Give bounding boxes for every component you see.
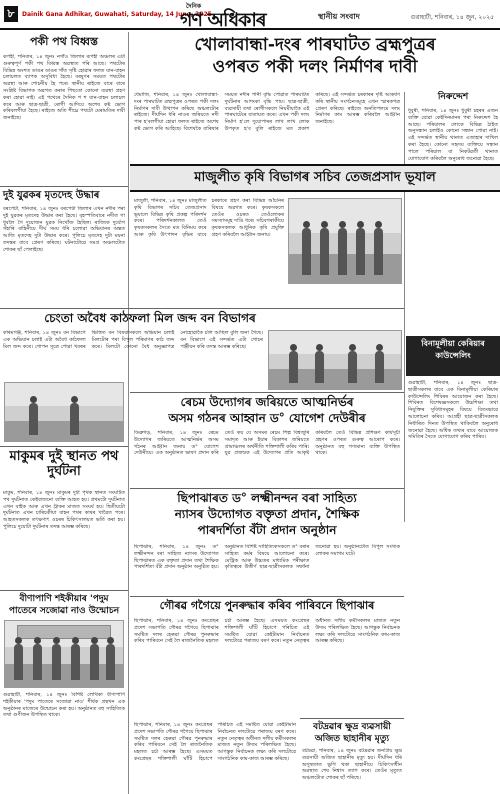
career-counselling-headline: বিনামূলীয়া কেৰিয়াৰ কাউন্সেলিং <box>406 336 500 376</box>
dateline: Dainik Gana Adhikar, Guwahati, Saturday, 14 June, 2025 <box>22 11 212 18</box>
missing-person-body: ধুবুৰী, শনিবাৰ, ১৪ জুনঃ ধুবুৰী চহৰৰ এজন ব্যক্তি যোৱা কেইদিনমানৰ পৰা নিৰুদ্দেশ হৈ আছে। পৰিয়ালৰ লোকে বিভিন্ন ঠাইত অনুসন্ধান চলাইও কোনো সন্ধান পোৱা নাই। এই সন্দৰ্ভত স্থানীয় থানাত এজাহাৰ দাখিল কৰা হৈছে। কোনো সহৃদয় ব্যক্তিয়ে সন্ধান পালে পৰিয়াল বা নিকটৱৰ্তী থানাত যোগাযোগ কৰিবলৈ অনুৰোধ জনোৱা হৈছে। <box>408 108 498 162</box>
column-rule <box>128 490 129 794</box>
logo-prefix: দৈনিক <box>186 3 202 10</box>
column-rule <box>404 92 405 522</box>
agriculture-photo <box>288 198 402 284</box>
career-counselling-body: গুৱাহাটী, শনিবাৰ, ১৪ জুনঃ ছাত্ৰ-ছাত্ৰীসকলৰ বাবে এক বিনামূলীয়া কেৰিয়াৰ কাউন্সেলিং শিবিৰৰ আয়োজন কৰা হৈছে। শিবিৰত বিশেষজ্ঞসকলে উচ্চশিক্ষা তথা নিযুক্তিৰ সুবিধাসমূহৰ বিষয়ে বিতংভাৱে আলোচনা কৰিব। আগ্ৰহী ছাত্ৰ-ছাত্ৰীসকলক নিৰ্ধাৰিত দিনত উপস্থিত থাকিবলৈ অনুৰোধ জনোৱা হৈছে। অধিক তথ্যৰ বাবে আয়োজক সমিতিৰ সৈতে যোগাযোগ কৰিব পাৰিব। <box>408 380 498 441</box>
youths-rescue-headline: দুই যুৱকৰ মৃতদেহ উদ্ধাৰ <box>3 190 100 201</box>
trader-headline-line2: অজিত ছাহানীৰ মৃত্যু <box>314 734 390 744</box>
missing-person-headline: নিৰুদ্দেশ <box>437 92 469 102</box>
masthead <box>0 0 500 30</box>
section-label: স্থানীয় সংবাদ <box>318 12 360 21</box>
road-damage-headline: পকী পথ বিধ্বস্ত <box>30 35 98 48</box>
newspaper-logo <box>180 1 330 31</box>
divider <box>0 186 128 187</box>
column-rule <box>128 32 129 490</box>
forest-headline: চেংতা অবৈধ কাঠফলা মিল জব্দ বন বিভাগৰ <box>44 311 256 325</box>
book-body: গুৱাহাটী, শনিবাৰ, ১৪ জুনঃ বিশিষ্ট লেখিকা বীণাপাণি শইকীয়াৰ 'পদুম পাতেৰে সজোৱা নাও' শীৰ্ষক গ্ৰন্থখন এক অনুষ্ঠানৰ মাজেৰে উন্মোচন কৰা হয়। অনুষ্ঠানত বহু সাহিত্যিক তথা গুণীজন উপস্থিত থাকে। <box>3 692 125 719</box>
page-number: ৮ <box>4 6 18 22</box>
forest-photo <box>4 382 124 442</box>
main-headline-line1: খোলাবান্ধা-দংৰ পাৰঘাটত ব্ৰহ্মপুত্ৰৰ <box>194 35 436 55</box>
forest-photo-2 <box>268 330 402 390</box>
agriculture-body: মাজুলী, শনিবাৰ, ১৪ জুনঃ মাজুলীত কৃষি বিভাগৰ সচিব তেজপ্ৰসাদ ভূযালে বিভিন্ন কৃষি প্ৰকল্প পৰিদৰ্শন কৰে। পৰিদৰ্শনকালত তেওঁ কৃষকসকলৰ সৈতে মত বিনিময় কৰে আৰু কৃষি উৎপাদন বৃদ্ধিৰ বাবে চৰকাৰে গ্ৰহণ কৰা বিভিন্ন আঁচনিৰ বিষয়ে অৱগত কৰে। কৃষকসকলে তেওঁৰ ওচৰত তেওঁলোকৰ সমস্যাসমূহ দাঙি ধৰে। সচিবগৰাকীয়ে কৃষকসকলক আধুনিক কৃষি প্ৰযুক্তি গ্ৰহণ কৰিবলৈ আহ্বান জনায়। <box>134 198 284 238</box>
chipajhar-body: ছিপাঝাৰ, শনিবাৰ, ১৪ জুনঃ ড° লক্ষ্মীনন্দন বৰা সাহিত্য ন্যাসৰ উদ্যোগত ছিপাঝাৰত এক বক্তৃতা প্ৰদান তথা শৈক্ষিক পাৰদৰ্শিতা বঁটা প্ৰদান অনুষ্ঠান অনুষ্ঠিত হয়। অনুষ্ঠানত বিশিষ্ট সাহিত্যিকসকলে ড° বৰাৰ সাহিত্য কৰ্মৰ বিষয়ে আলোচনা কৰে। মেট্ৰিক আৰু উচ্চতৰ মাধ্যমিক পৰীক্ষাত কৃতিত্বৰে উত্তীৰ্ণ ছাত্ৰ-ছাত্ৰীসকলক সম্বৰ্ধনা জনোৱা হয়। অনুষ্ঠানটোত বিপুল সংখ্যক লোকৰ সমাগম ঘটে। <box>134 544 400 571</box>
trader-headline-line1: বটদ্ৰৱাৰ ক্ষুদ্ৰ ব্যৱসায়ী <box>313 722 391 732</box>
chipajhar-headline-line2: ন্যাসৰ উদ্যোগত বক্তৃতা প্ৰদান, শৈক্ষিক <box>174 507 360 521</box>
divider <box>0 446 128 447</box>
divider <box>130 488 404 489</box>
gaurav-body-continued: ছিপাঝাৰ, শনিবাৰ, ১৪ জুনঃ কংগ্ৰেছৰ প্ৰদেশ সভাপতি গৌৰৱ গগৈয়ে ছিপাঝাৰ সমষ্টিত দলৰ হেৰুৱা গৌৰৱ পুনৰুদ্ধাৰ কৰিব পাৰিবনে সেই লৈ ৰাজনৈতিক মহলত চৰ্চা আৰম্ভ হৈছে। এসময়ত কংগ্ৰেছৰ শক্তিশালী ঘাঁটি হিচাপে পৰিচিত এই সমষ্টিত যোৱা কেইটামান নিৰ্বাচনত দলটোৱে পৰাজয় বৰণ কৰে। নতুন নেতৃত্বৰ অধীনত দলীয় কৰ্মীসকলৰ মাজত নতুন উদ্যম পৰিলক্ষিত হৈছে। আগন্তুক নিৰ্বাচনক লক্ষ্য কৰি দলটোৱে সাংগঠনিক কাম-কাজ আৰম্ভ কৰিছে। <box>134 722 296 762</box>
book-launch-photo <box>4 620 124 688</box>
silk-headline-line1: ৰেচম উদ্যোগৰ জৰিয়তে আত্মনিৰ্ভৰ <box>180 395 354 409</box>
logo-title: গণ অধিকাৰ <box>180 9 266 31</box>
agriculture-banner: মাজুলীত কৃষি বিভাগৰ সচিব তেজপ্ৰসাদ ভূযাল <box>130 164 500 192</box>
date-right: গুৱাহাটী, শনিবাৰ, ১৪ জুন, ২০২৫ <box>410 14 494 21</box>
divider <box>130 392 404 393</box>
gaurav-body: ছিপাঝাৰ, শনিবাৰ, ১৪ জুনঃ কংগ্ৰেছৰ প্ৰদেশ সভাপতি গৌৰৱ গগৈয়ে ছিপাঝাৰ সমষ্টিত দলৰ হেৰুৱা গৌৰৱ পুনৰুদ্ধাৰ কৰিব পাৰিবনে সেই লৈ ৰাজনৈতিক মহলত চৰ্চা আৰম্ভ হৈছে। এসময়ত কংগ্ৰেছৰ শক্তিশালী ঘাঁটি হিচাপে পৰিচিত এই সমষ্টিত যোৱা কেইটামান নিৰ্বাচনত দলটোৱে পৰাজয় বৰণ কৰে। নতুন নেতৃত্বৰ অধীনত দলীয় কৰ্মীসকলৰ মাজত নতুন উদ্যম পৰিলক্ষিত হৈছে। আগন্তুক নিৰ্বাচনক লক্ষ্য কৰি দলটোৱে সাংগঠনিক কাম-কাজ আৰম্ভ কৰিছে। <box>134 618 400 645</box>
makum-body: মাকুম, শনিবাৰ, ১৪ জুনঃ মাকুমৰ দুটা পৃথক স্থানত সংঘটিত পথ দুৰ্ঘটনাত কেইবাজনো ব্যক্তি আহত হয়। প্ৰথমটো দুৰ্ঘটনাত এখন বাইক আৰু এখন ট্ৰাকৰ মাজত সংঘৰ্ষ হয়। দ্বিতীয়টো দুৰ্ঘটনাত এখন চাৰিচকীয়া বাহন পথৰ কাষৰ খাৱৈত পৰে। আহতসকলক তৎক্ষণাৎ ওচৰৰ চিকিৎসালয়ত ভৰ্তি কৰা হয়। পুলিচে দুয়োটা দুৰ্ঘটনাৰ তদন্ত আৰম্ভ কৰিছে। <box>3 490 125 530</box>
divider <box>300 718 404 719</box>
divider <box>0 308 404 309</box>
main-story-body: ধেমাজি, শনিবাৰ, ১৪ জুনঃ খোলাবান্ধা-দংৰ পাৰঘাটত ব্ৰহ্মপুত্ৰৰ ওপৰত পকী দলং নিৰ্মাণৰ দাবী উত্থাপন কৰিছে অঞ্চলটোৰ ৰাইজে। দীৰ্ঘদিন ধৰি নাওৰ জৰিয়তে নদী পাৰ হ'বলগীয়া হোৱা ফলত ৰাইজে অশেষ কষ্ট ভোগ কৰি আহিছে। বিশেষকৈ বাৰিষাৰ সময়ত নদীৰ পানী বৃদ্ধি পোৱাত পাৰঘাটত দুৰ্ঘটনাৰ আশংকা বৃদ্ধি পায়। ছাত্ৰ-ছাত্ৰী, ব্যৱসায়ী তথা ৰোগীসকলে নিয়মীয়াকৈ এই পাৰঘাটেৰে যাতায়ত কৰে। এখন পকী দলং নিৰ্মাণ হ'লে দুয়োপাৰৰ লাখ লাখ লোক উপকৃত হ'ব বুলি ৰাইজে মত প্ৰকাশ কৰিছে। এই সন্দৰ্ভত চৰকাৰৰ দৃষ্টি আকৰ্ষণ কৰি স্থানীয় সংগঠনসমূহে এখন স্মাৰকপত্ৰ প্ৰেৰণ কৰিছে। ৰাইজে অনতিপলমে দলং নিৰ্মাণৰ কাম আৰম্ভ কৰিবলৈ আহ্বান জনাইছে। <box>134 92 400 132</box>
silk-body: ডিব্ৰুগড়, শনিবাৰ, ১৪ জুনঃ ৰেচম উদ্যোগৰ জৰিয়তে আত্মনিৰ্ভৰ অসম গঠনৰ আহ্বান জনায় ড° যোগেশ দেউৰীয়ে। এক অনুষ্ঠানত ভাষণ প্ৰদান কৰি তেওঁ কয় যে অসমৰ ৰেচম শিল্প বিশ্বজুৰি সমাদৃত আৰু ইয়াৰ বিকাশৰ জৰিয়তে গ্ৰামাঞ্চলৰ অৰ্থনীতি শক্তিশালী কৰিব পাৰি। যুৱ প্ৰজন্মক এই উদ্যোগৰ প্ৰতি আকৃষ্ট কৰিবলৈ তেওঁ বিভিন্ন প্ৰশিক্ষণ কাৰ্যসূচী গ্ৰহণৰ ওপৰত গুৰুত্ব আৰোপ কৰে। অনুষ্ঠানত বহু গণ্যমান্য ব্যক্তি উপস্থিত থাকে। <box>134 430 400 457</box>
book-headline-line1: বীণাপাণি শইকীয়াৰ 'পদুম <box>19 594 109 604</box>
youths-rescue-body: বৰপেটা, শনিবাৰ, ১৪ জুনঃ বৰপেটা জিলাৰ এখন নদীৰ পৰা দুই যুৱকৰ মৃতদেহ উদ্ধাৰ কৰা হৈছে। বৃহস্পতিবাৰে নদীত গা ধুবলৈ গৈ দুয়োজন যুৱক নিখোঁজ হৈছিল। ৰাজ্যিক দুৰ্যোগ সঁহাৰি বাহিনীয়ে দীৰ্ঘ সময় ধৰি চলোৱা অভিযানৰ অন্তত আজি মৃতদেহ দুটা উদ্ধাৰ কৰে। পুলিচে মৃতদেহ দুটা ময়না তদন্তৰ বাবে প্ৰেৰণ কৰিছে। ঘটনাটোৱে সমগ্ৰ অঞ্চলটোত শোকৰ ছাঁ পেলাইছে। <box>3 206 125 253</box>
chipajhar-headline-line1: ছিপাঝাৰত ড° লক্ষ্মীনন্দন বৰা সাহিত্য <box>177 491 357 505</box>
road-damage-body: ৰূপহী, শনিবাৰ, ১৪ জুনঃ নগাঁও জিলাৰ ৰূপহী অঞ্চলৰ এটা গুৰুত্বপূৰ্ণ পকী পথ বিধ্বস্ত অৱস্থাত পৰি আছে। পথটোৰ বিভিন্ন অংশত ডাঙৰ ডাঙৰ গাঁত সৃষ্টি হোৱাৰ ফলত যান-বাহন চলাচলত ব্যাপক অসুবিধা হৈছে। বৰষুণৰ সময়ত পথটোৰ অৱস্থা আৰু শোচনীয় হৈ পৰে। স্থানীয় ৰাইজে বাৰে বাৰে সংশ্লিষ্ট বিভাগক অৱগত কৰাৰ পিছতো কোনো ব্যৱস্থা গ্ৰহণ কৰা হোৱা নাই। এই পথেৰে দৈনিক শ শ যান-বাহন চলাচল কৰে আৰু ছাত্ৰ-ছাত্ৰী, ৰোগী আদিয়ে অশেষ কষ্ট ভোগ কৰিবলগীয়া হৈছে। ৰাইজে অতি শীঘ্ৰে পথটো মেৰামতিৰ দাবী জনাইছে। <box>3 54 125 122</box>
book-headline-line2: পাতেৰে সজোৱা নাও উন্মোচন <box>8 606 120 616</box>
trader-body: বটদ্ৰৱা, শনিবাৰ, ১৪ জুনঃ বটদ্ৰৱাৰ জনপ্ৰিয় ক্ষুদ্ৰ ব্যৱসায়ী অজিত ছাহানীৰ মৃত্যু হয়। দীৰ্ঘদিন ধৰি অসুস্থতাত ভুগি থকা ছাহানীয়ে চিকিৎসাধীন অৱস্থাত শেষ নিশ্বাস ত্যাগ কৰে। তেওঁৰ মৃত্যুত অঞ্চলটোত শোকৰ ছাঁ পৰিছে। <box>302 748 402 782</box>
chipajhar-headline-line3: পাৰদৰ্শিতা বঁটা প্ৰদান অনুষ্ঠান <box>197 523 337 537</box>
main-headline-line2: ওপৰত পকী দলং নিৰ্মাণৰ দাবী <box>212 57 418 77</box>
gaurav-headline: গৌৰৱ গগৈয়ে পুনৰুদ্ধাৰ কৰিব পাৰিবনে ছিপাঝাৰ <box>159 599 375 612</box>
forest-body: কৰিমগঞ্জ, শনিবাৰ, ১৪ জুনঃ বন বিভাগে এক অভিযান চলাই এটা অবৈধ কাঠফলা মিল জব্দ কৰে। গোপন সূত্ৰে পোৱা খবৰৰ ভিত্তিত বন বিষয়াসকলে অভিযান চলাই মিলটোৰ পৰা বিপুল পৰিমাণৰ কাঠ জব্দ কৰে। মিলটো কোনো বৈধ অনুজ্ঞাপত্ৰ নোহোৱাকৈ চলি আছিল বুলি জনা গৈছে। বন বিভাগে এই সন্দৰ্ভত এটা গোচৰ পঞ্জীয়ন কৰি তদন্ত আৰম্ভ কৰিছে। <box>3 330 263 350</box>
silk-headline-line2: অসম গঠনৰ আহ্বান ড° যোগেশ দেউৰীৰ <box>168 411 366 425</box>
divider <box>0 590 128 591</box>
divider <box>130 596 404 597</box>
makum-headline: মাকুমৰ দুই স্থানত পথ দুৰ্ঘটনা <box>9 449 119 479</box>
